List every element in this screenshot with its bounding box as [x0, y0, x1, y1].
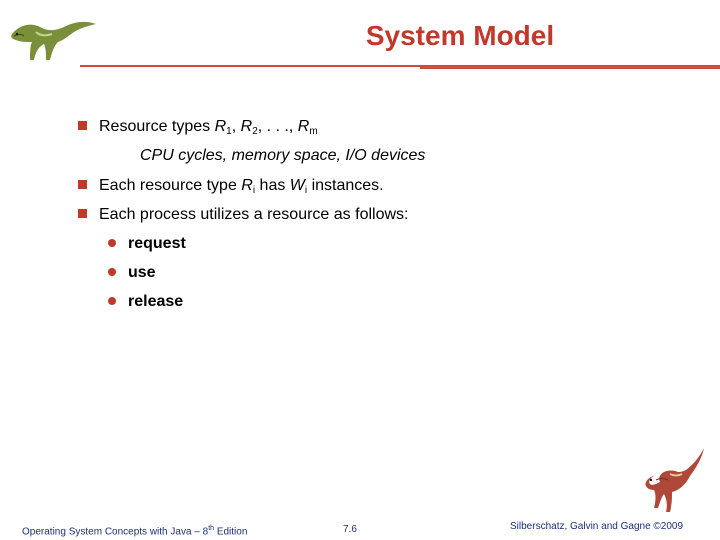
sub-bullet-request: request: [108, 234, 186, 254]
round-bullet-icon: [108, 268, 116, 276]
round-bullet-icon: [108, 297, 116, 305]
footer-book-title: Operating System Concepts with Java – 8th Edition: [22, 525, 248, 538]
sub-bullet-release: release: [108, 292, 183, 312]
sub-bullet-use: use: [108, 263, 156, 283]
footer-copyright: Silberschatz, Galvin and Gagne ©2009: [510, 521, 684, 532]
resource-examples: CPU cycles, memory space, I/O devices: [140, 147, 426, 164]
bullet-resource-types: Resource types $R_1$, $R_2$, . . ., $R_m$: [78, 117, 318, 137]
title-underline: [80, 64, 705, 70]
dinosaur-mascot-icon: [630, 442, 712, 520]
square-bullet-icon: [78, 209, 87, 218]
bullet-process-utilization: Each process utilizes a resource as follows:: [78, 205, 408, 225]
square-bullet-icon: [78, 180, 87, 189]
footer-page-number: 7.6: [343, 524, 357, 535]
square-bullet-icon: [78, 121, 87, 130]
bullet-resource-instances: Each resource type $R_i$ has $W_i$ instances.: [78, 176, 384, 196]
round-bullet-icon: [108, 239, 116, 247]
dinosaur-logo-icon: [6, 12, 100, 68]
page-title: System Model: [365, 20, 555, 51]
